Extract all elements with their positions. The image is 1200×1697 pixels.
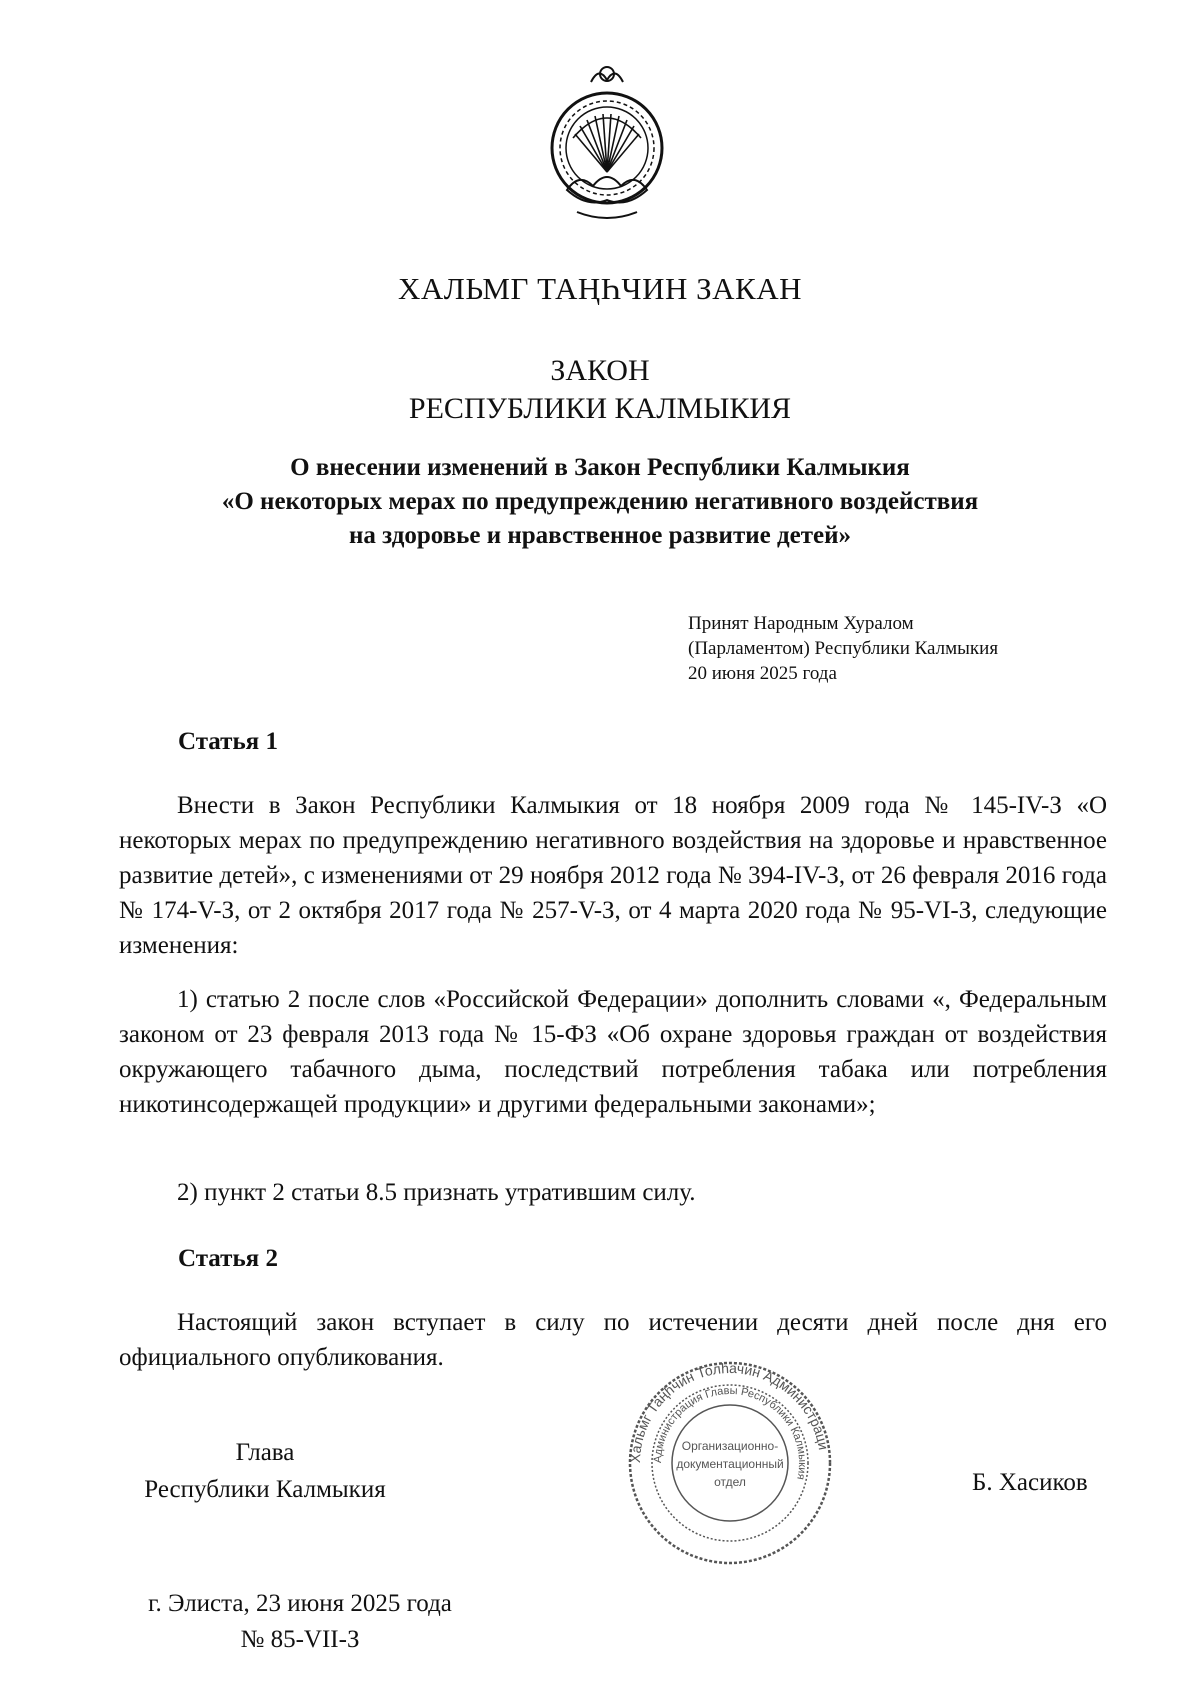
stamp-center-line1: Организационно- (681, 1439, 779, 1453)
article1-item2: 2) пункт 2 статьи 8.5 признать утратившим силу. (177, 1179, 696, 1206)
law-subject (0, 451, 1200, 553)
kalmykia-coat-of-arms-emblem (547, 60, 667, 230)
signatory-position-line2: Республики Калмыкия (144, 1476, 386, 1503)
stamp-center-line2: документационный (676, 1457, 784, 1471)
article2-text: Настоящий закон вступает в силу по истечении десяти дней после дня его официального опубликования. (119, 1309, 1107, 1371)
article1-heading: Статья 1 (178, 728, 278, 755)
title-law-line1: ЗАКОН (550, 354, 650, 387)
title-kalmyk: ХАЛЬМГ ТАҢҺЧИН ЗАКАН (398, 271, 802, 306)
signatory-position (115, 1434, 415, 1508)
stamp-ring-text: Администрация Главы Республики Калмыкия (651, 1384, 809, 1481)
law-subject-line1: О внесении изменений в Закон Республики Калмыкия (290, 454, 910, 481)
adoption-note (688, 611, 998, 686)
article1-item1: 1) статью 2 после слов «Российской Федерации» дополнить словами «, Федеральным законом от 23 февраля 2013 года № 15-ФЗ «Об охране здоровья граждан от воздействия окружающего табачного дыма, последствий потребления табака или потребления никотинсодержащей продукции» и другими федеральными законами»; (119, 986, 1107, 1118)
title-law-line2: РЕСПУБЛИКИ КАЛМЫКИЯ (408, 392, 792, 425)
law-number: № 85-VII-З (240, 1626, 360, 1653)
signatory-name: Б. Хасиков (972, 1469, 1088, 1496)
signatory-position-line1: Глава (235, 1439, 295, 1466)
official-stamp (625, 1358, 835, 1568)
adoption-note-line2: (Парламентом) Республики Калмыкия (688, 638, 999, 659)
title-law (0, 352, 1200, 428)
stamp-center-line3: отдел (714, 1475, 746, 1489)
adoption-note-line1: Принят Народным Хуралом (688, 613, 914, 634)
adoption-note-line3: 20 июня 2025 года (688, 663, 837, 684)
article1-intro: Внести в Закон Республики Калмыкия от 18 ноября 2009 года № 145-IV-З «О некоторых мерах по предупреждению негативного воздействия на здоровье и нравственное развитие детей», с изменениями от 29 ноября 2012 года № 394-IV-З, от 26 февраля 2016 года № 174-V-З, от 2 октября 2017 года № 257-V-З, от 4 марта 2020 года № 95-VI-З, следующие изменения: (119, 792, 1107, 959)
place-date: г. Элиста, 23 июня 2025 года (148, 1590, 452, 1617)
law-subject-line2: «О некоторых мерах по предупреждению негативного воздействия (221, 488, 979, 515)
article2-heading: Статья 2 (178, 1245, 278, 1272)
stamp-outer-text: Хальмг Таңһчин Толһачин Администраци (626, 1359, 833, 1464)
place-date-number (125, 1586, 475, 1658)
law-subject-line3: на здоровье и нравственное развитие детей» (348, 522, 852, 549)
